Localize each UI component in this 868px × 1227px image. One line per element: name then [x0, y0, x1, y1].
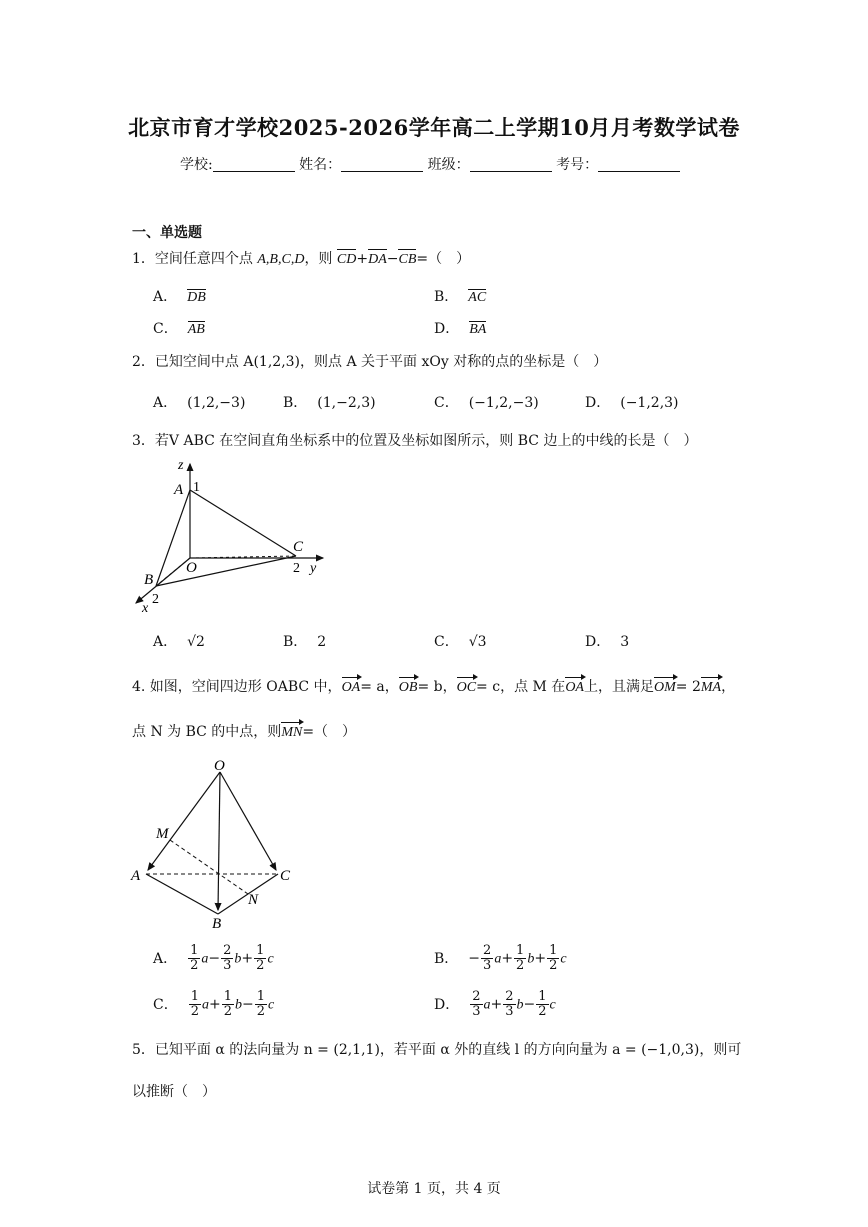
option-value: √2 — [187, 634, 205, 650]
option-label: A． — [153, 395, 178, 411]
q1-vector-cd: CD — [337, 250, 356, 270]
sign: + — [534, 950, 547, 967]
section-heading: 一、单选题 — [132, 225, 202, 241]
label-a: A — [174, 482, 184, 498]
q4-text-c: 点 N 为 BC 的中点，则 — [132, 724, 282, 740]
question-3: 3．若V ABC 在空间直角坐标系中的位置及坐标如图所示，则 BC 边上的中线的长是（ ） — [132, 433, 698, 449]
option-value: BA — [469, 322, 487, 337]
question-2: 2．已知空间中点 A(1,2,3)，则点 A 关于平面 xOy 对称的点的坐标是（ ） — [132, 354, 608, 370]
option-label: D． — [585, 634, 611, 650]
sign: − — [523, 996, 536, 1013]
q4-vector-oa-2: OA — [565, 678, 584, 698]
q4-vector-ob: OB — [399, 678, 418, 698]
option-value: √3 — [468, 634, 487, 650]
q1-option-c[interactable] — [153, 318, 205, 338]
vec-a: a — [202, 997, 209, 1013]
name-label: 姓名： — [299, 157, 342, 173]
q4-eq-c: = c，点 M 在 — [476, 679, 566, 695]
option-label: C． — [434, 395, 459, 411]
option-label: A． — [153, 950, 178, 967]
option-label: B． — [434, 950, 459, 967]
option-label: D． — [585, 395, 611, 411]
sign: + — [490, 996, 503, 1013]
label-z: z — [178, 458, 184, 473]
fraction: $\frac{1}{2}$ — [256, 989, 266, 1019]
q1-number: 1． — [132, 251, 155, 267]
fraction: $\frac{1}{2}$ — [190, 989, 199, 1019]
name-field[interactable] — [341, 157, 423, 172]
label-one: 1 — [193, 480, 200, 495]
label-x: x — [142, 601, 149, 616]
vector-oc — [220, 772, 276, 870]
fraction: $\frac{1}{2}$ — [516, 943, 525, 973]
vec-b: b — [516, 997, 524, 1013]
option-value: DB — [187, 290, 206, 305]
edge-ab — [146, 874, 218, 914]
vector-ob — [218, 772, 220, 910]
label-o: O — [214, 758, 225, 774]
question-5-line-2: 以推断（ ） — [132, 1084, 216, 1100]
fraction: $\frac{1}{2}$ — [256, 943, 265, 973]
fraction: $\frac{1}{2}$ — [223, 989, 233, 1019]
q4-option-b[interactable] — [434, 944, 567, 973]
q4-text-b: 上，且满足 — [583, 679, 654, 695]
q2-option-c[interactable] — [434, 392, 539, 412]
option-value: AB — [187, 322, 205, 337]
q1-minus: − — [386, 251, 399, 267]
sign: − — [468, 950, 481, 967]
q4-option-a[interactable] — [153, 944, 274, 973]
question-1 — [132, 249, 470, 270]
page-footer: 试卷第 1 页，共 4 页 — [367, 1181, 501, 1197]
option-label: D． — [434, 321, 460, 337]
sign: − — [208, 950, 221, 967]
label-b: B — [212, 916, 222, 932]
option-value: (−1,2,3) — [620, 395, 679, 411]
vec-a: a — [494, 951, 502, 967]
option-label: C． — [434, 634, 459, 650]
vec-b: b — [234, 951, 242, 967]
q4-option-c[interactable] — [153, 990, 274, 1019]
edge-bc — [156, 556, 296, 586]
q4-eq-b: = b， — [417, 679, 457, 695]
vec-c: c — [267, 951, 274, 967]
option-label: C． — [153, 321, 178, 337]
page-title: 北京市育才学校2025-2026学年高二上学期10月月考数学试卷 — [128, 115, 740, 140]
q1-plus: + — [356, 251, 369, 267]
q4-text-a: 4. 如图，空间四边形 OABC 中， — [132, 679, 342, 695]
vec-c: c — [268, 997, 275, 1013]
option-value: 2 — [317, 634, 327, 650]
q4-option-d[interactable] — [434, 990, 556, 1019]
option-value: (1,−2,3) — [317, 395, 376, 411]
sign: + — [501, 950, 514, 967]
exam-no-label: 考号： — [556, 157, 599, 173]
vec-c: c — [549, 997, 556, 1013]
label-y: y — [310, 561, 317, 576]
q3-option-a[interactable] — [153, 631, 205, 651]
fraction: $\frac{2}{3}$ — [483, 943, 492, 973]
vec-c: c — [560, 951, 567, 967]
class-label: 班级： — [427, 157, 470, 173]
q4-eq-m: = 2 — [675, 679, 701, 695]
label-b: B — [144, 572, 154, 588]
option-label: A． — [153, 634, 178, 650]
fraction: $\frac{1}{2}$ — [190, 943, 199, 973]
option-label: B． — [434, 289, 459, 305]
label-two-x: 2 — [152, 592, 159, 607]
q4-vector-mn: MN — [281, 723, 302, 743]
option-value: 3 — [620, 634, 630, 650]
label-o: O — [186, 560, 197, 576]
q3-option-c[interactable] — [434, 631, 487, 651]
label-two-y: 2 — [293, 561, 300, 576]
vec-a: a — [483, 997, 491, 1013]
option-value: AC — [468, 290, 487, 305]
q4-vector-om: OM — [654, 678, 676, 698]
sign: + — [241, 950, 254, 967]
dash-mn — [170, 840, 248, 894]
q1-vector-cb: CB — [398, 250, 416, 270]
vector-oa — [148, 772, 220, 870]
label-n: N — [248, 892, 259, 908]
class-field[interactable] — [470, 157, 552, 172]
q1-points: A,B,C,D — [257, 252, 305, 267]
option-value: (1,2,−3) — [187, 395, 246, 411]
sign: + — [209, 996, 221, 1013]
label-c: C — [280, 868, 291, 884]
sign: − — [242, 996, 254, 1013]
option-value: (−1,2,−3) — [468, 395, 539, 411]
school-field[interactable] — [213, 157, 295, 172]
q2-option-a[interactable] — [153, 392, 245, 412]
vec-b: b — [527, 951, 535, 967]
edge-ac — [190, 490, 296, 556]
option-label: B． — [283, 395, 308, 411]
option-label: A． — [153, 289, 178, 305]
q1-vector-da: DA — [368, 250, 387, 270]
q4-figure — [128, 756, 308, 934]
q2-option-b[interactable] — [283, 392, 376, 412]
school-label: 学校: — [180, 157, 213, 173]
option-label: C． — [153, 996, 178, 1013]
question-5-line-1: 5．已知平面 α 的法向量为 n = (2,1,1)，若平面 α 外的直线 l 的方向向量为 a = (−1,0,3)，则可 — [132, 1042, 742, 1058]
q3-figure — [128, 458, 338, 618]
q3-option-b[interactable] — [283, 631, 326, 651]
q4-vector-oc: OC — [457, 678, 476, 698]
question-4-line-2 — [132, 722, 356, 743]
option-label: D． — [434, 996, 460, 1013]
q1-text-b: ，则 — [304, 251, 333, 267]
q1-text: 空间任意四个点 — [154, 251, 253, 267]
q2-option-d[interactable] — [585, 392, 679, 412]
fraction: $\frac{2}{3}$ — [223, 943, 232, 973]
exam-no-field[interactable] — [598, 157, 680, 172]
info-line — [180, 154, 680, 174]
q4-vector-ma: MA — [701, 678, 721, 698]
question-4-line-1 — [132, 677, 735, 698]
q4-vector-oa: OA — [342, 678, 361, 698]
fraction: $\frac{1}{2}$ — [549, 943, 558, 973]
q4-text-d: =（ ） — [302, 724, 357, 740]
q1-option-d[interactable] — [434, 318, 486, 338]
option-label: B． — [283, 634, 308, 650]
q1-option-b[interactable] — [434, 286, 486, 306]
label-c: C — [293, 539, 304, 555]
vec-b: b — [235, 997, 243, 1013]
vec-a: a — [201, 951, 209, 967]
q3-option-d[interactable] — [585, 631, 629, 651]
q4-eq-a: = a， — [360, 679, 399, 695]
q4-comma: ， — [721, 679, 736, 695]
fraction: $\frac{2}{3}$ — [472, 989, 481, 1019]
q1-option-a[interactable] — [153, 286, 206, 306]
fraction: $\frac{2}{3}$ — [505, 989, 514, 1019]
label-a: A — [131, 868, 141, 884]
label-m: M — [156, 826, 169, 842]
q1-equals: =（ ） — [416, 251, 471, 267]
fraction: $\frac{1}{2}$ — [538, 989, 547, 1019]
